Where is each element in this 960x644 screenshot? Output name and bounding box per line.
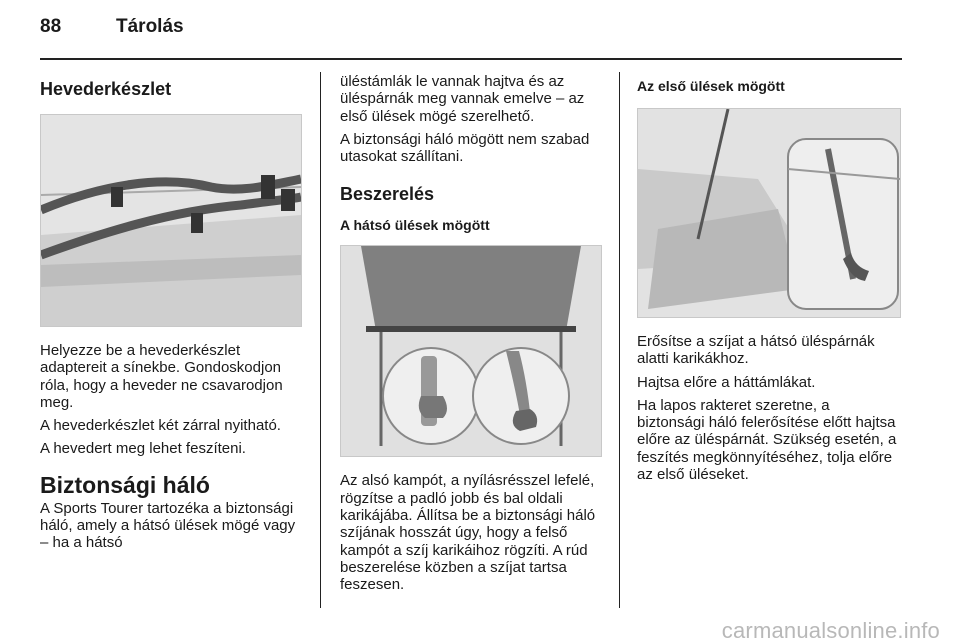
strap-kit-paragraph-3: A hevedert meg lehet feszíteni. <box>40 440 246 458</box>
strap-kit-paragraph-2: A hevederkészlet két zárral nyitható. <box>40 417 281 435</box>
strap-kit-illustration-icon <box>40 114 302 327</box>
installation-rear-paragraph: Az alsó kampót, a nyílásrésszel lefelé, rögzítse a padló jobb és bal oldali karikájába. Állítsa be a biztonsági háló szíjának hosszát úgy, hogy a felső kampót a szíj karikáihoz rögzíti. A rúd beszerelése közben a szíjat tartsa feszesen. <box>340 472 596 594</box>
subheading-behind-front-seats: Az első ülések mögött <box>637 78 785 94</box>
section-heading-strap-kit: Hevederkészlet <box>40 79 172 99</box>
subheading-behind-rear-seats: A hátsó ülések mögött <box>340 217 490 234</box>
front-seats-paragraph-2: Hajtsa előre a háttámlákat. <box>637 373 816 391</box>
subheading-installation: Beszerelés <box>340 184 435 205</box>
watermark: carmanualsonline.info <box>721 618 940 643</box>
safety-net-rear-illustration-icon <box>340 245 602 457</box>
page-number: 88 <box>40 16 62 37</box>
safety-net-intro-continued: üléstámlák le vannak hajtva és az üléspárnák meg vannak emelve – az első ülések mögé szerelhető. <box>340 73 585 125</box>
safety-net-front-illustration-icon <box>637 108 901 318</box>
column-divider-1 <box>320 72 321 608</box>
column-3 <box>637 72 901 489</box>
safety-net-warning-paragraph: A biztonsági háló mögött nem szabad utasokat szállítani. <box>340 130 590 166</box>
header-rule <box>40 58 902 60</box>
front-seats-paragraph-3: Ha lapos rakteret szeretne, a biztonsági háló felerősítése előtt hajtsa előre az üléspárnát. Szükség esetén, a feszítés megkönnyítéséhez, tolja előre az első üléseket. <box>637 396 897 484</box>
column-2 <box>340 72 602 600</box>
chapter-title: Tárolás <box>116 16 184 37</box>
safety-net-intro-paragraph: A Sports Tourer tartozéka a biztonsági háló, amely a hátsó ülések mögé vagy – ha a hátsó <box>40 499 296 552</box>
front-seats-paragraph-1: Erősítse a szíjat a hátsó üléspárnák alatti karikákhoz. <box>637 333 875 368</box>
column-divider-2 <box>619 72 620 608</box>
strap-kit-paragraph-1: Helyezze be a hevederkészlet adaptereit a sínekbe. Gondoskodjon róla, hogy a heveder ne csavarodjon meg. <box>40 342 283 411</box>
section-title-safety-net: Biztonsági háló <box>40 471 210 498</box>
column-1 <box>40 72 302 558</box>
